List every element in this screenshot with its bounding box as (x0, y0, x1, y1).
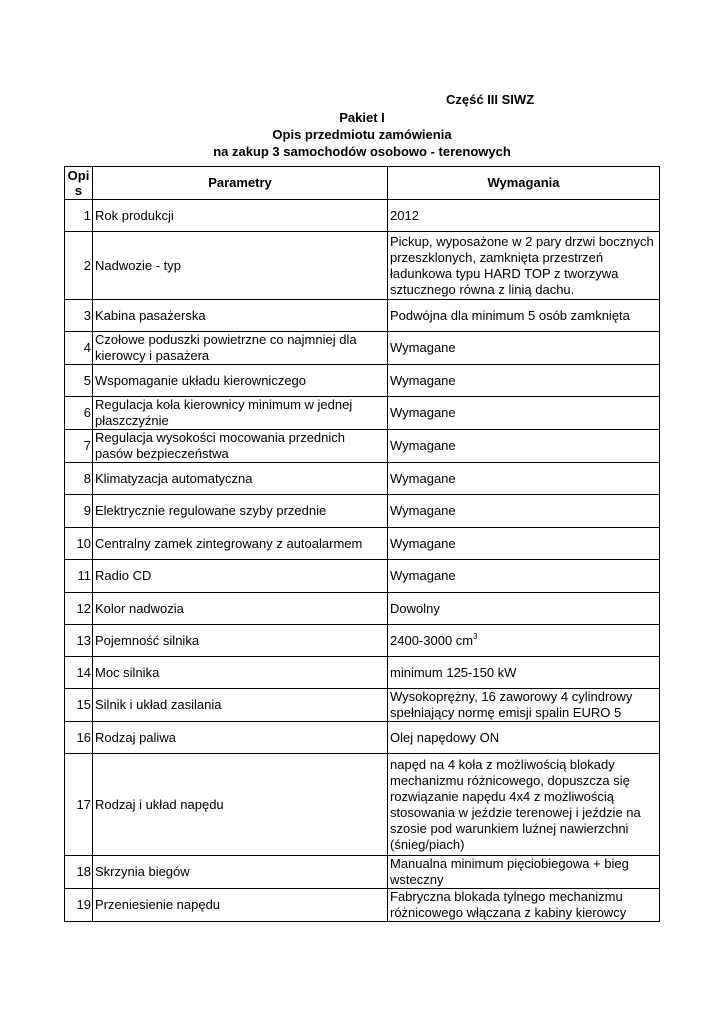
table-row (65, 560, 660, 593)
row-number: 12 (65, 593, 93, 625)
row-number: 2 (65, 232, 93, 300)
row-requirement: minimum 125-150 kW (388, 657, 660, 689)
column-header-parameters: Parametry (93, 167, 388, 200)
row-number: 8 (65, 463, 93, 495)
row-requirement: Wymagane (388, 430, 660, 463)
row-number: 6 (65, 397, 93, 430)
table-row (65, 625, 660, 657)
row-requirement: Wymagane (388, 560, 660, 593)
package-label: Pakiet I (339, 110, 385, 125)
row-requirement: Wymagane (388, 495, 660, 528)
table-row (65, 397, 660, 430)
row-parameter: Kolor nadwozia (93, 593, 388, 625)
column-header-number (65, 167, 93, 200)
row-number: 1 (65, 200, 93, 232)
row-requirement: Wymagane (388, 332, 660, 365)
row-requirement: Manualna minimum pięciobiegowa + bieg wsteczny (388, 856, 660, 889)
row-parameter: Moc silnika (93, 657, 388, 689)
row-number: 15 (65, 689, 93, 722)
table-row (65, 495, 660, 528)
document-subtitle: na zakup 3 samochodów osobowo - terenowych (213, 144, 511, 159)
row-requirement: Wymagane (388, 463, 660, 495)
row-number: 3 (65, 300, 93, 332)
row-requirement: Podwójna dla minimum 5 osób zamknięta (388, 300, 660, 332)
row-requirement: Wymagane (388, 365, 660, 397)
row-parameter: Rodzaj paliwa (93, 722, 388, 754)
row-requirement: 2012 (388, 200, 660, 232)
row-number: 5 (65, 365, 93, 397)
row-number: 13 (65, 625, 93, 657)
row-number: 17 (65, 754, 93, 856)
row-requirement: Wymagane (388, 397, 660, 430)
row-number: 10 (65, 528, 93, 560)
row-requirement-text: 2400-3000 cm (390, 632, 474, 648)
table-row (65, 689, 660, 722)
row-requirement: Olej napędowy ON (388, 722, 660, 754)
row-number: 14 (65, 657, 93, 689)
table-row (65, 657, 660, 689)
column-header-number-line1: Opi (67, 168, 90, 183)
table-row (65, 754, 660, 856)
column-header-requirements: Wymagania (388, 167, 660, 200)
table-row (65, 430, 660, 463)
column-header-number-line2: s (74, 183, 83, 198)
table-row (65, 528, 660, 560)
table-row (65, 300, 660, 332)
row-requirement: Wymagane (388, 528, 660, 560)
table-row (65, 200, 660, 232)
document-part-label: Część III SIWZ (446, 92, 535, 107)
row-parameter: Regulacja koła kierownicy minimum w jednej płaszczyźnie (93, 397, 388, 430)
table-row (65, 856, 660, 889)
table-header-row (65, 167, 660, 200)
table-row (65, 463, 660, 495)
row-number: 16 (65, 722, 93, 754)
document-title: Opis przedmiotu zamówienia (272, 127, 452, 142)
row-requirement: Fabryczna blokada tylnego mechanizmu różnicowego włączana z kabiny kierowcy (388, 889, 660, 922)
table-row (65, 722, 660, 754)
row-number: 7 (65, 430, 93, 463)
row-requirement: Pickup, wyposażone w 2 pary drzwi bocznych przeszklonych, zamknięta przestrzeń ładunkowa typu HARD TOP z tworzywa sztucznego równa z linią dachu. (388, 232, 660, 300)
specification-table (64, 166, 660, 922)
row-number: 18 (65, 856, 93, 889)
row-parameter: Centralny zamek zintegrowany z autoalarmem (93, 528, 388, 560)
table-row (65, 365, 660, 397)
row-parameter: Radio CD (93, 560, 388, 593)
row-parameter: Pojemność silnika (93, 625, 388, 657)
row-requirement-superscript: 3 (473, 631, 478, 641)
row-parameter: Rok produkcji (93, 200, 388, 232)
row-requirement: napęd na 4 koła z możliwością blokady mechanizmu różnicowego, dopuszcza się rozwiązanie napędu 4x4 z możliwością stosowania w jeździe terenowej i jeździe na szosie pod warunkiem luźnej nawierzchni (śnieg/piach) (388, 754, 660, 856)
row-parameter: Nadwozie - typ (93, 232, 388, 300)
row-number: 4 (65, 332, 93, 365)
row-number: 19 (65, 889, 93, 922)
row-parameter: Kabina pasażerska (93, 300, 388, 332)
table-row (65, 889, 660, 922)
table-row (65, 232, 660, 300)
row-parameter: Elektrycznie regulowane szyby przednie (93, 495, 388, 528)
table-row (65, 593, 660, 625)
row-parameter: Przeniesienie napędu (93, 889, 388, 922)
row-parameter: Czołowe poduszki powietrzne co najmniej dla kierowcy i pasażera (93, 332, 388, 365)
row-parameter: Skrzynia biegów (93, 856, 388, 889)
row-parameter: Regulacja wysokości mocowania przednich pasów bezpieczeństwa (93, 430, 388, 463)
row-parameter: Silnik i układ zasilania (93, 689, 388, 722)
row-parameter: Klimatyzacja automatyczna (93, 463, 388, 495)
row-requirement (388, 625, 660, 657)
row-requirement: Wysokoprężny, 16 zaworowy 4 cylindrowy spełniający normę emisji spalin EURO 5 (388, 689, 660, 722)
row-number: 11 (65, 560, 93, 593)
row-parameter: Wspomaganie układu kierowniczego (93, 365, 388, 397)
row-requirement: Dowolny (388, 593, 660, 625)
table-row (65, 332, 660, 365)
row-parameter: Rodzaj i układ napędu (93, 754, 388, 856)
row-number: 9 (65, 495, 93, 528)
